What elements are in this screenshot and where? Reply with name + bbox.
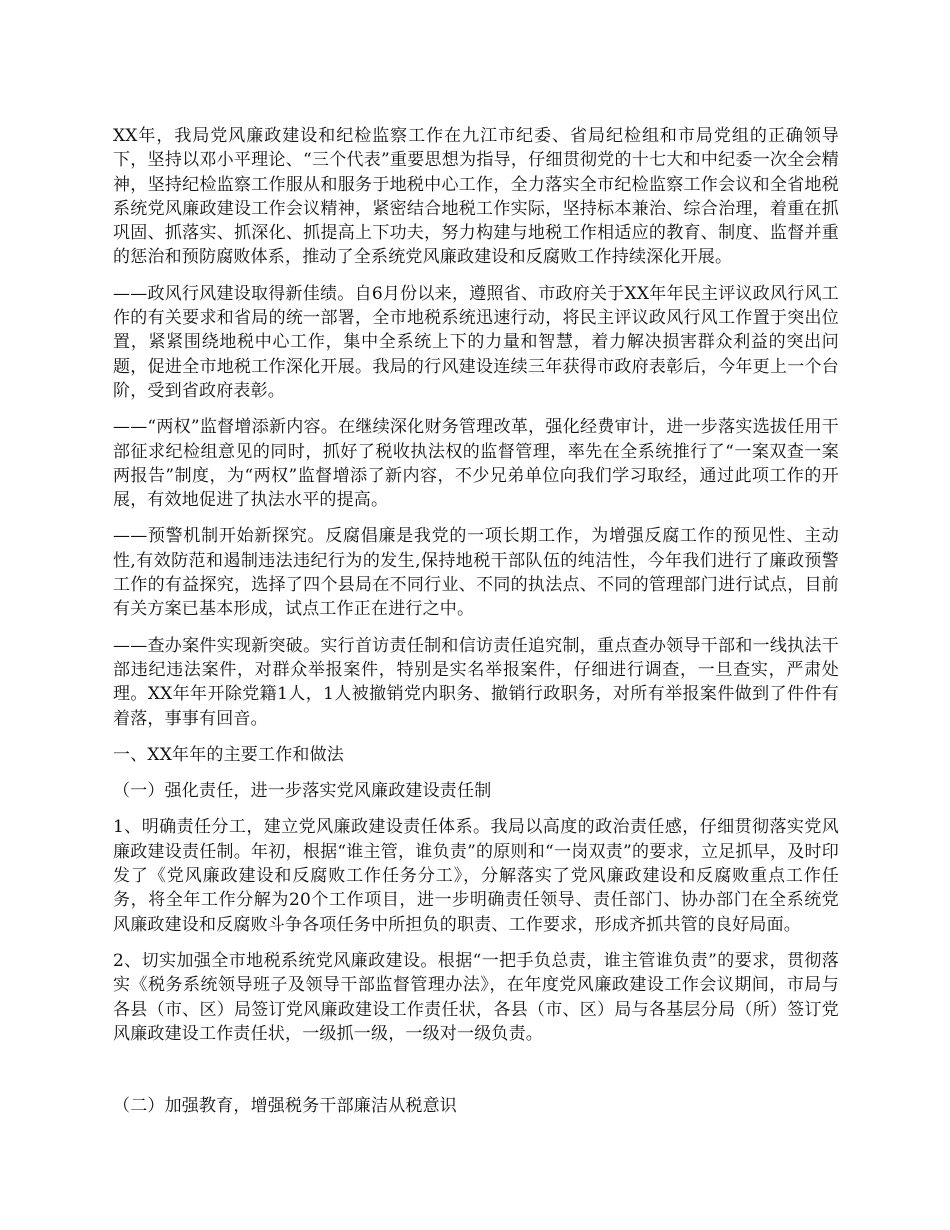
paragraph-gap xyxy=(113,767,839,779)
paragraph-gap xyxy=(113,403,839,415)
section-heading: 一、XX年年的主要工作和做法 xyxy=(113,744,345,765)
achievement-paragraph-style: ——政风行风建设取得新佳绩。自6月份以来，遵照省、市政府关于XX年年民主评议政风行风工作的有关要求和省局的统一部署，全市地税系统迅速行动，将民主评议政风行风工作置于突出位置，紧紧围绕地税中心工作，集中全系统上下的力量和智慧，着力解决损害群众利益的突出问题，促进全市地税工作深化开展。我局的行风建设连续三年获得市政府表彰后，今年更上一个台阶，受到省政府表彰。 xyxy=(113,283,839,401)
paragraph-gap-large xyxy=(113,1046,839,1094)
item-paragraph-2: 2、切实加强全市地税系统党风廉政建设。根据“一把手负总责，谁主管谁负责”的要求，贯彻落实《税务系统领导班子及领导干部监督管理办法》，在年度党风廉政建设工作会议期间，市局与各县（市、区）局签订党风廉政建设工作责任状，各县（市、区）局与各基层分局（所）签订党风廉政建设工作责任状，一级抓一级，一级对一级负责。 xyxy=(113,950,839,1044)
intro-paragraph: XX年，我局党风廉政建设和纪检监察工作在九江市纪委、省局纪检组和市局党组的正确领导下，坚持以邓小平理论、“三个代表”重要思想为指导，仔细贯彻党的十七大和中纪委一次全会精神，坚持纪检监察工作服从和服务于地税中心工作，全力落实全市纪检监察工作会议和全省地税系统党风廉政建设工作会议精神，紧密结合地税工作实际，坚持标本兼治、综合治理，着重在抓巩固、抓落实、抓深化、抓提高上下功夫，努力构建与地税工作相适应的教育、制度、监督并重的惩治和预防腐败体系，推动了全系统党风廉政建设和反腐败工作持续深化开展。 xyxy=(113,126,839,268)
paragraph-gap xyxy=(113,937,839,949)
item-paragraph-1: 1、明确责任分工，建立党风廉政建设责任体系。我局以高度的政治责任感，仔细贯彻落实党风廉政建设责任制。年初，根据“谁主管，谁负责”的原则和“一岗双责”的要求，立足抓早，及时印发了《党风廉政建设和反腐败工作任务分工》，分解落实了党风廉政建设和反腐败重点工作任务，将全年工作分解为20个工作项目，进一步明确责任领导、责任部门、协办部门在全系统党风廉政建设和反腐败斗争各项任务中所担负的职责、工作要求，形成齐抓共管的良好局面。 xyxy=(113,817,839,935)
paragraph-gap xyxy=(113,512,839,524)
achievement-paragraph-warning: ——预警机制开始新探究。反腐倡廉是我党的一项长期工作，为增强反腐工作的预见性、主动性,有效防范和遏制违法违纪行为的发生,保持地税干部队伍的纯洁性，今年我们进行了廉政预警工作的有益探究，选择了四个县局在不同行业、不同的执法点、不同的管理部门进行试点，目前有关方案已基本形成，试点工作正在进行之中。 xyxy=(113,526,839,620)
subsection-heading-1: （一）强化责任，进一步落实党风廉政建设责任制 xyxy=(113,781,492,802)
document-body xyxy=(113,124,839,1118)
subsection-heading-2: （二）加强教育，增强税务干部廉洁从税意识 xyxy=(113,1096,457,1117)
paragraph-gap xyxy=(113,270,839,282)
paragraph-gap xyxy=(113,622,839,634)
paragraph-gap xyxy=(113,803,839,815)
paragraph-gap xyxy=(113,731,839,743)
achievement-paragraph-supervision: ——“两权”监督增添新内容。在继续深化财务管理改革，强化经费审计，进一步落实选拔任用干部征求纪检组意见的同时，抓好了税收执法权的监督管理，率先在全系统推行了“一案双查一案两报告”制度，为“两权”监督增添了新内容，不少兄弟单位向我们学习取经，通过此项工作的开展，有效地促进了执法水平的提高。 xyxy=(113,417,839,511)
achievement-paragraph-cases: ——查办案件实现新突破。实行首访责任制和信访责任追究制，重点查办领导干部和一线执法干部违纪违法案件，对群众举报案件，特别是实名举报案件，仔细进行调查，一旦查实，严肃处理。XX年年开除党籍1人，1人被撤销党内职务、撤销行政职务，对所有举报案件做到了件件有着落，事事有回音。 xyxy=(113,635,839,729)
